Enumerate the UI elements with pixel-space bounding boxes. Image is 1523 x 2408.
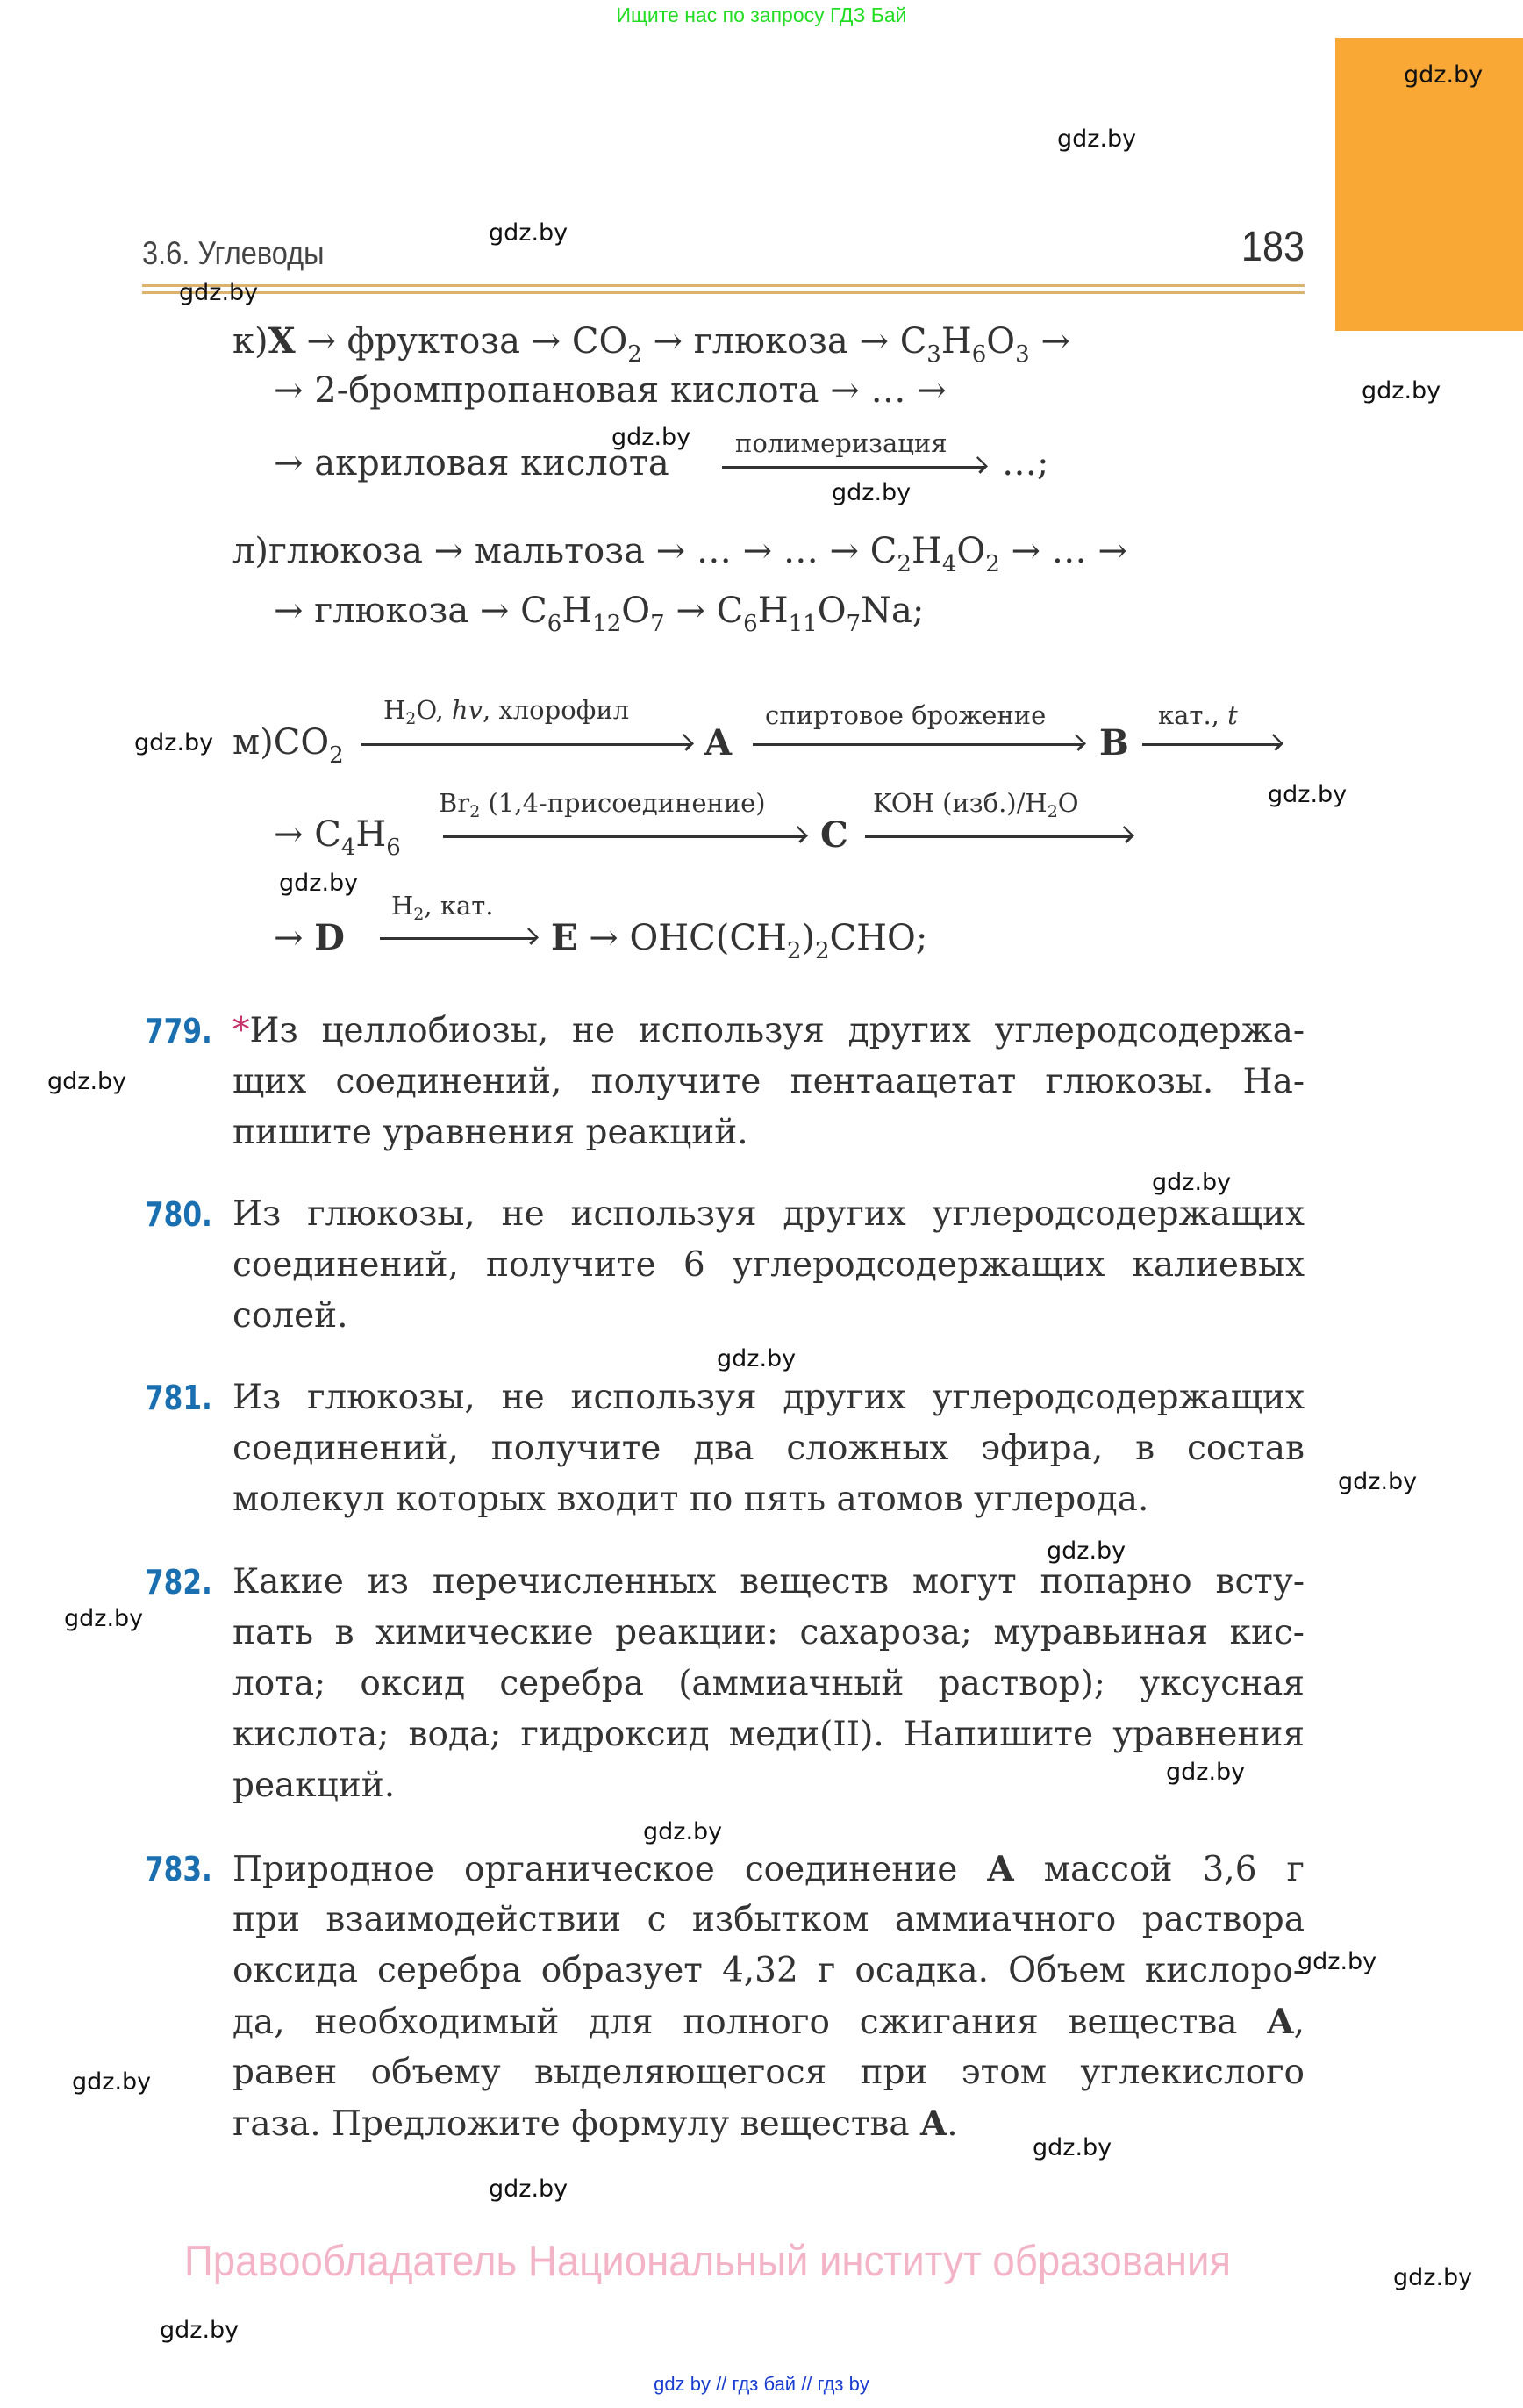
watermark: gdz.by (64, 1605, 144, 1632)
watermark: gdz.by (279, 870, 359, 897)
scheme-m-row-2: → $C_4H_6$ (274, 814, 401, 861)
task-number-781: 781. (145, 1379, 212, 1417)
watermark: gdz.by (1298, 1948, 1377, 1975)
reaction-arrow-icon (722, 466, 985, 469)
scheme-l-line-1: л)глюкоза → мальтоза → … → … → $C_2H_4O_2$ → … → (232, 531, 1127, 577)
arrow-3-label: кат., t (1158, 700, 1238, 730)
compound-B: B (1099, 722, 1129, 763)
reaction-arrow-icon (865, 835, 1132, 838)
watermark: gdz.by (134, 729, 214, 756)
reaction-arrow-icon (380, 937, 536, 940)
watermark: gdz.by (1362, 377, 1441, 405)
scheme-k-line-2: → 2-бромпропановая кислота → … → (274, 370, 947, 411)
task-781-line: молекул которых входит по пять атомов углерода. (232, 1480, 1149, 1519)
task-782-line: кислота; вода; гидроксид меди(II). Напишите уравнения (232, 1715, 1305, 1754)
task-number-780: 780. (145, 1195, 212, 1234)
section-title: 3.6. Углеводы (142, 235, 325, 271)
watermark: gdz.by (1268, 781, 1348, 808)
watermark: gdz.by (489, 219, 568, 247)
arrow-5-label: KOH $(изб.)/H_2O$ (873, 788, 1079, 821)
scheme-k-line-1: к)X → фруктоза → $CO_2$ → глюкоза → $C_3H_6O_3$ → (232, 320, 1070, 368)
header-rule-top (142, 284, 1305, 287)
compound-A: A (704, 722, 733, 763)
reaction-arrow-icon (361, 743, 691, 746)
task-783-line: газа. Предложите формулу вещества A. (232, 2103, 958, 2144)
reaction-arrow-icon (443, 835, 805, 838)
polymerization-label: полимеризация (735, 428, 947, 458)
watermark: gdz.by (1166, 1759, 1246, 1786)
task-782-line: лота; оксид серебра (аммиачный раствор); уксусная (232, 1664, 1305, 1703)
watermark: gdz.by (72, 2068, 152, 2096)
task-781-line: соединений, получите два сложных эфира, в состав (232, 1429, 1305, 1468)
star-icon: * (232, 1011, 250, 1050)
watermark: gdz.by (489, 2175, 568, 2203)
reaction-arrow-icon (1142, 743, 1281, 746)
search-banner[interactable]: Ищите нас по запросу ГДЗ Бай (616, 4, 907, 26)
scheme-m-row-3: → D (274, 917, 345, 958)
scheme-m-final: $E \to OHC(CH_2)_2CHO$; (551, 917, 928, 964)
scheme-k-line-3: → акриловая кислота (274, 443, 669, 484)
task-number-779: 779. (145, 1012, 212, 1050)
task-783-line: Природное органическое соединение A массой 3,6 г (232, 1849, 1305, 1889)
watermark: gdz.by (179, 279, 259, 306)
task-780-line: соединений, получите 6 углеродсодержащих калиевых (232, 1245, 1305, 1285)
arrow-1-label: $H_2O$, hv, хлорофил (383, 695, 630, 728)
scheme-k-end: …; (1002, 443, 1049, 484)
task-number-783: 783. (145, 1850, 212, 1888)
watermark: gdz.by (1152, 1169, 1232, 1196)
task-782-line: Какие из перечисленных веществ могут попарно всту- (232, 1562, 1305, 1602)
watermark: gdz.by (160, 2317, 240, 2344)
watermark: gdz.by (1393, 2264, 1473, 2291)
reaction-arrow-icon (753, 743, 1083, 746)
watermark: gdz.by (1338, 1468, 1418, 1495)
task-779-line: *Из целлобиозы, не используя других углеродсодержа- (232, 1011, 1305, 1050)
task-783-line: при взаимодействии с избытком аммиачного раствора (232, 1900, 1305, 1939)
copyright-notice: Правообладатель Национальный институт образования (184, 2238, 1232, 2285)
watermark: gdz.by (832, 479, 912, 506)
footer-links[interactable]: gdz by // гдз бай // гдз by (654, 2373, 869, 2395)
task-783-line: да, необходимый для полного сжигания вещества A, (232, 2002, 1305, 2042)
page-number: 183 (1241, 224, 1305, 270)
task-number-782: 782. (145, 1563, 212, 1602)
task-781-line: Из глюкозы, не используя других углеродсодержащих (232, 1378, 1305, 1417)
watermark: gdz.by (611, 424, 691, 451)
arrow-2-label: спиртовое брожение (765, 700, 1047, 730)
watermark: gdz.by (1404, 61, 1484, 89)
task-779-line: пишите уравнения реакций. (232, 1113, 748, 1152)
arrow-6-label: $H_2$, кат. (391, 891, 494, 924)
task-782-line: пать в химические реакции: сахароза; муравьиная кис- (232, 1613, 1305, 1652)
scheme-m-start: $м)CO_2$ (232, 722, 344, 769)
watermark: gdz.by (1057, 125, 1137, 153)
arrow-4-label: $Br_2$ (1,4-присоединение) (439, 788, 766, 821)
task-782-line: реакций. (232, 1766, 396, 1805)
task-783-line: равен объему выделяющегося при этом углекислого (232, 2053, 1305, 2092)
task-780-line: солей. (232, 1296, 348, 1336)
scheme-l-line-2: → глюкоза → $C_6H_{12}O_7 \to C_6H_{11}O_7Na$; (274, 591, 925, 637)
header-rule-bottom (142, 291, 1305, 294)
watermark: gdz.by (1047, 1537, 1126, 1565)
watermark: gdz.by (47, 1068, 127, 1095)
watermark: gdz.by (1033, 2134, 1112, 2161)
task-779-line: щих соединений, получите пентаацетат глюкозы. На- (232, 1062, 1305, 1101)
compound-C: C (820, 814, 848, 856)
watermark: gdz.by (643, 1818, 723, 1845)
task-780-line: Из глюкозы, не используя других углеродсодержащих (232, 1194, 1305, 1234)
task-783-line: оксида серебра образует 4,32 г осадка. Объем кислоро- (232, 1951, 1305, 1990)
watermark: gdz.by (717, 1345, 797, 1372)
